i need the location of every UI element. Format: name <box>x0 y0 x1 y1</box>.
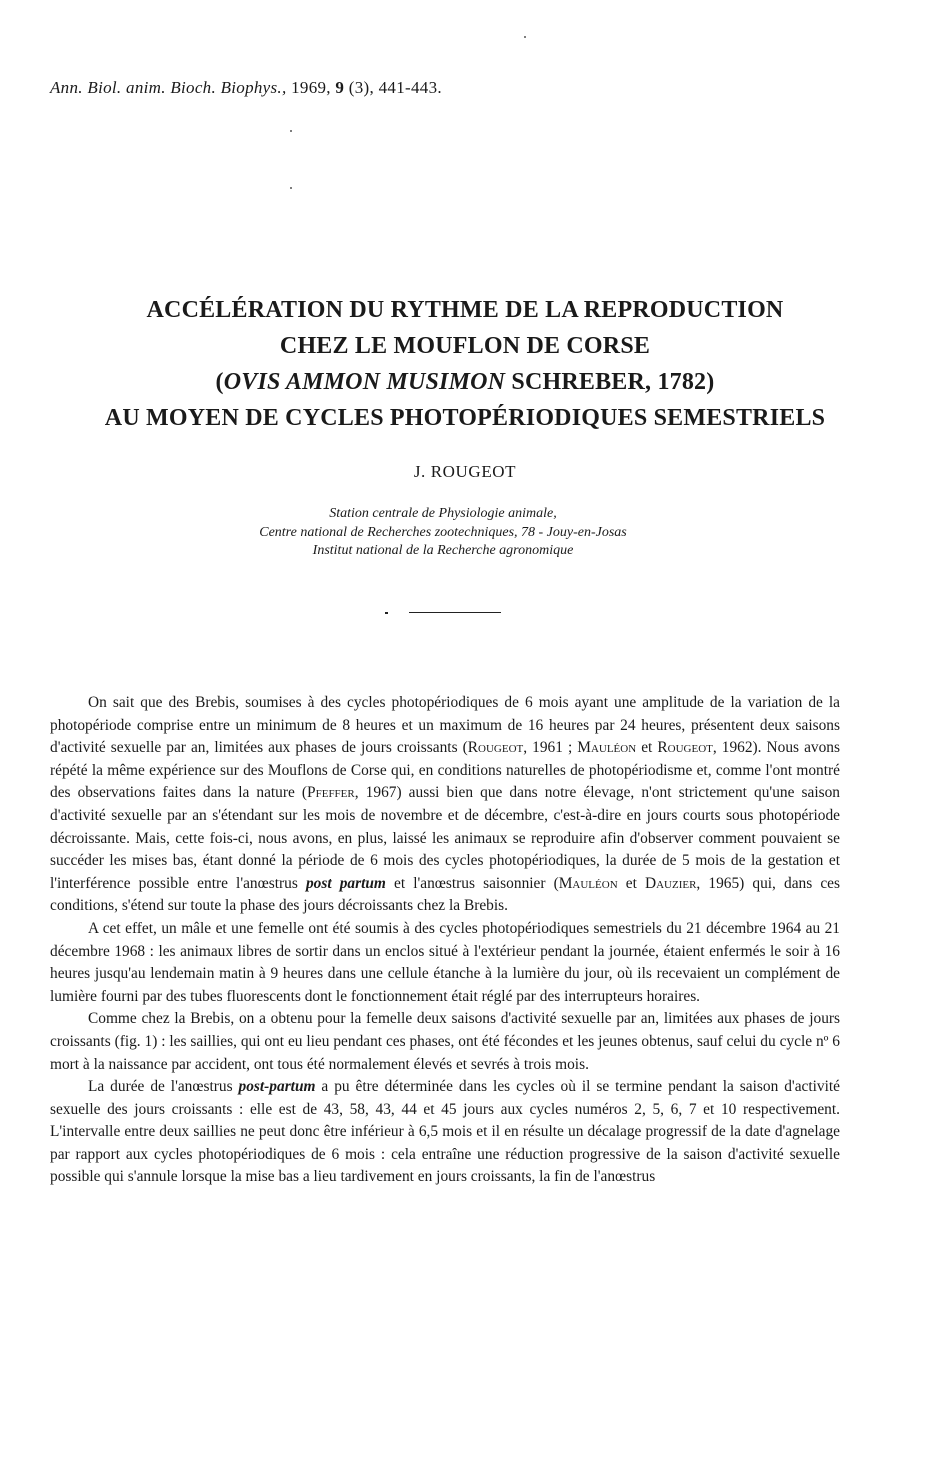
title-line-4: AU MOYEN DE CYCLES PHOTOPÉRIODIQUES SEMESTRIELS <box>104 405 826 431</box>
separator-rule <box>409 612 501 613</box>
text-run: et <box>617 874 645 892</box>
scan-speck <box>524 36 526 38</box>
scan-speck <box>290 187 292 189</box>
author-citation: Rougeot <box>657 739 713 757</box>
text-run: La durée de l'anœstrus <box>88 1078 239 1096</box>
separator-dot <box>385 612 388 614</box>
text-run: et l'anœstrus saisonnier ( <box>385 874 559 892</box>
scan-speck <box>290 130 292 132</box>
affiliation-line-1: Station centrale de Physiologie animale, <box>329 506 557 521</box>
italic-term: post-partum <box>238 1078 316 1096</box>
text-run: , 1962). Nous avons répété la même expérience sur des Mouflons de Corse qui, en conditions naturelles de photopériodisme et, comme l'ont montré des observations faites dans la nature ( <box>50 739 840 802</box>
article-title <box>30 292 900 436</box>
text-run: , 1961 ; <box>523 739 578 757</box>
text-run: On sait que des Brebis, soumises à des cycles photopériodiques de 6 mois ayant une amplitude de la variation de la photopériode comprise entre un minimum de 8 heures et un maximum de 16 heures par 24 heures, présentent deux saisons d'activité sexuelle par an, limitées aux phases de jours croissants ( <box>50 694 840 757</box>
article-body <box>50 692 840 1189</box>
journal-name: Ann. Biol. anim. Bioch. Biophys., <box>50 78 287 97</box>
author-citation: Pfeffer <box>307 784 355 802</box>
text-run: , 1965) qui, dans ces conditions, s'étend sur toute la phase des jours décroissants chez la Brebis. <box>50 874 840 915</box>
paragraph-4 <box>50 1076 840 1189</box>
italic-term: post partum <box>305 874 386 892</box>
journal-year: 1969, <box>291 78 331 97</box>
paragraph-2: A cet effet, un mâle et une femelle ont été soumis à des cycles photopériodiques semestriels du 21 décembre 1964 au 21 décembre 1968 : les animaux libres de sortir dans un enclos situé à l'extérieur pendant la journée, étaient enfermés le soir à 16 heures jusqu'au lendemain matin à 9 heures dans une cellule étanche à la lumière du jour, où ils recevaient un complément de lumière fourni par des tubes fluorescents dont le fonctionnement était réglé par des interrupteurs horaires. <box>50 919 840 1005</box>
journal-citation <box>50 78 442 98</box>
journal-issue-pages: (3), 441-443. <box>348 78 442 97</box>
author-citation: Dauzier <box>644 874 697 892</box>
title-line-3 <box>30 364 900 400</box>
section-separator <box>385 606 505 620</box>
author-name: J. ROUGEOT <box>413 462 517 481</box>
title-authority: SCHREBER, 1782) <box>505 369 715 395</box>
title-line-1: ACCÉLÉRATION DU RYTHME DE LA REPRODUCTION <box>146 297 784 323</box>
author-citation: Mauléon <box>558 874 618 892</box>
affiliation <box>0 505 886 561</box>
text-run: a pu être déterminée dans les cycles où il se termine pendant la saison d'activité sexuelle des jours croissants : elle est de 43, 58, 43, 44 et 45 jours aux cycles numéros 2, 5, 6, 7 et 10 respectivement. L'intervalle entre deux saillies ne peut donc être inférieur à 6,5 mois et il en résulte un décalage progressif de la date d'agnelage par rapport aux cycles photopériodiques de 6 mois : cela entraîne une réduction progressive de la saison d'activité sexuelle possible qui s'annule lorsque la mise bas a lieu tardivement en jours croissants, la fin de l'anœstrus <box>50 1078 840 1186</box>
title-line-2: CHEZ LE MOUFLON DE CORSE <box>279 333 651 359</box>
title-species: OVIS AMMON MUSIMON <box>223 369 506 395</box>
text-run: , 1967) aussi bien que dans notre élevage, n'ont strictement qu'une saison d'activité sexuelle par an s'étendant sur les mois de novembre et de décembre, c'est-à-dire en jours courts sous photopériode décroissante. Mais, cette fois-ci, nous avons, en plus, laissé les animaux se reproduire afin d'observer comment pouvaient se succéder les mises bas, étant donné la période de 6 mois des cycles photopériodiques, la durée de 5 mois de la gestation et l'interférence possible entre l'anœstrus <box>50 784 840 892</box>
author-citation: Mauléon <box>577 739 637 757</box>
journal-volume: 9 <box>335 78 345 97</box>
paragraph-3: Comme chez la Brebis, on a obtenu pour la femelle deux saisons d'activité sexuelle par an, limitées aux phases de jours croissants (fig. 1) : les saillies, qui ont eu lieu pendant ces phases, ont été fécondes et les jeunes obtenus, sauf celui du cycle nº 6 mort à la naissance par accident, ont tous été normalement élevés et sevrés à trois mois. <box>50 1010 840 1073</box>
text-run: et <box>636 739 658 757</box>
title-paren: ( <box>215 369 224 395</box>
paragraph-1 <box>50 692 840 918</box>
affiliation-line-3: Institut national de la Recherche agronomique <box>312 543 574 558</box>
affiliation-line-2: Centre national de Recherches zootechniques, 78 - Jouy-en-Josas <box>259 524 627 540</box>
author-citation: Rougeot <box>467 739 524 757</box>
